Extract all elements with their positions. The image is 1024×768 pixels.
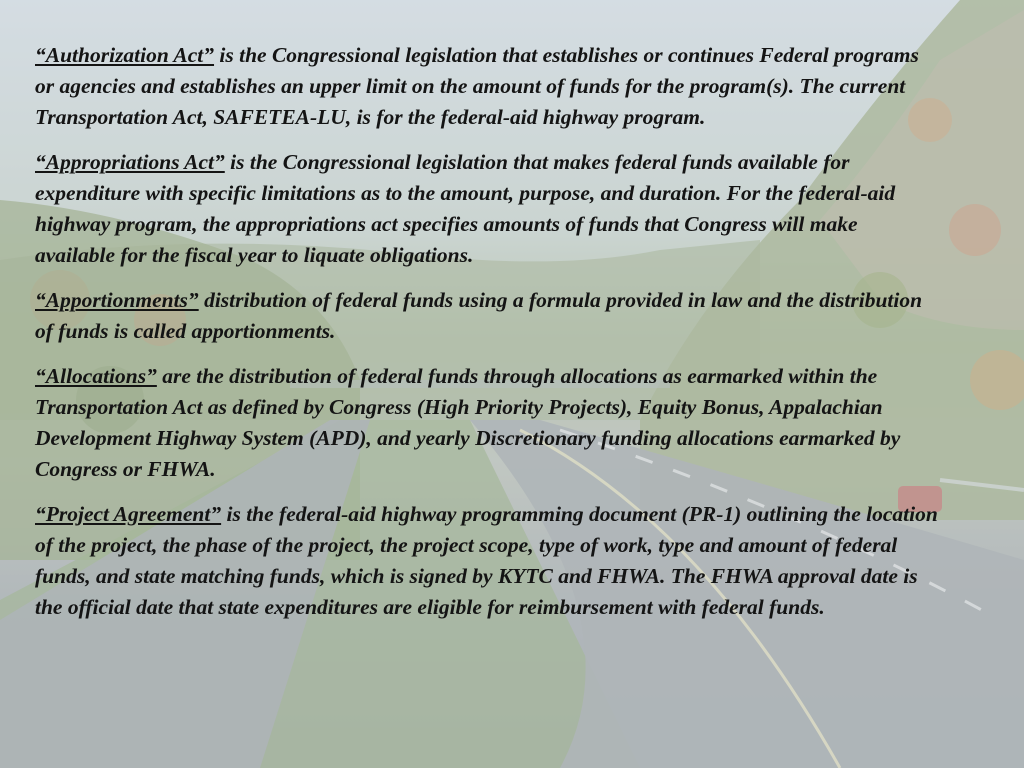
definition-apportionments: [35, 285, 940, 347]
definition-term: “Allocations”: [35, 364, 157, 388]
definition-term: “Project Agreement”: [35, 502, 222, 526]
definition-text: is the Congressional legislation that makes federal funds available for expenditure with specific limitations as to the amount, purpose, and duration. For the federal-aid highway program, the appropriations act specifies amounts of funds that Congress will make available for the fiscal year to liquate obligations.: [35, 150, 896, 267]
definition-text: is the federal-aid highway programming document (PR-1) outlining the location of the project, the phase of the project, the project scope, type of work, type and amount of federal funds, and state matching funds, which is signed by KYTC and FHWA. The FHWA approval date is the official date that state expenditures are eligible for reimbursement with federal funds.: [35, 502, 938, 619]
definition-project-agreement: [35, 499, 940, 623]
definition-term: “Authorization Act”: [35, 43, 215, 67]
definition-text: are the distribution of federal funds through allocations as earmarked within the Transportation Act as defined by Congress (High Priority Projects), Equity Bonus, Appalachian Development Highway System (APD), and yearly Discretionary funding allocations earmarked by Congress or FHWA.: [35, 364, 901, 481]
definition-authorization-act: [35, 40, 940, 133]
definitions-text-block: [35, 40, 940, 637]
definition-term: “Apportionments”: [35, 288, 199, 312]
definition-text: distribution of federal funds using a formula provided in law and the distribution of funds is called apportionments.: [35, 288, 923, 343]
definition-allocations: [35, 361, 940, 485]
definition-appropriations-act: [35, 147, 940, 271]
definition-text: is the Congressional legislation that establishes or continues Federal programs or agencies and establishes an upper limit on the amount of funds for the program(s). The current Transportation Act, SAFETEA-LU, is for the federal-aid highway program.: [35, 43, 919, 129]
definition-term: “Appropriations Act”: [35, 150, 225, 174]
